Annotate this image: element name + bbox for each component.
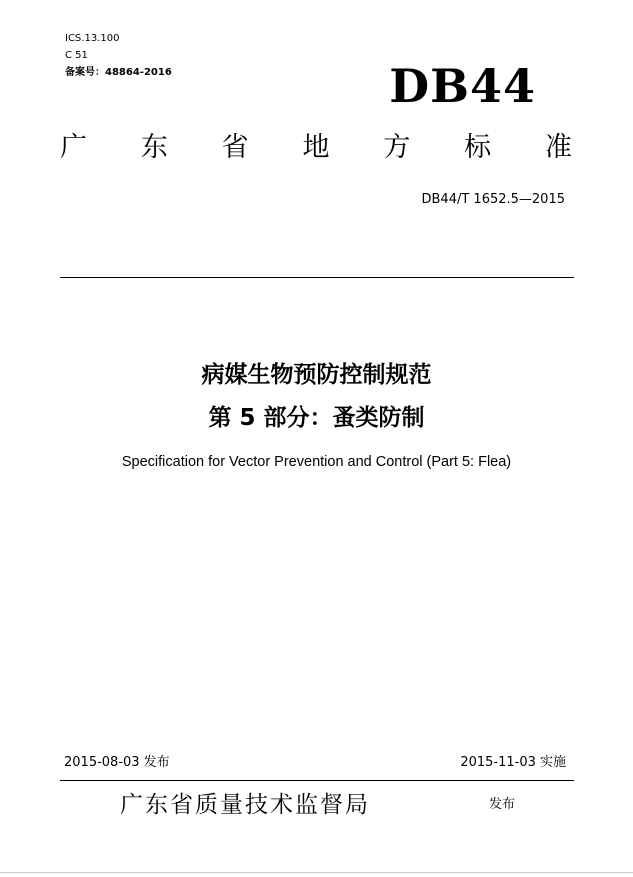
issue-date: 2015-08-03 发布 [64, 755, 170, 770]
provincial-standard-char: 广 [60, 132, 87, 163]
ccs-code: C 51 [65, 50, 88, 61]
provincial-standard-char: 地 [302, 132, 330, 163]
ics-code: ICS.13.100 [65, 33, 120, 44]
bottom-divider [60, 780, 574, 781]
provincial-standard-char: 标 [464, 132, 492, 163]
title-chinese-main: 病媒生物预防控制规范 [201, 362, 432, 388]
provincial-standard-char: 准 [544, 132, 572, 163]
issuing-authority: 广东省质量技术监督局 [120, 792, 370, 818]
top-divider [60, 277, 574, 278]
implementation-date: 2015-11-03 实施 [460, 755, 566, 770]
provincial-standard-char: 省 [221, 132, 249, 163]
page-edge [0, 872, 633, 873]
standard-number: DB44/T 1652.5—2015 [421, 192, 565, 207]
provincial-standard-char: 方 [383, 132, 411, 163]
title-chinese-part: 第 5 部分：蚤类防制 [208, 405, 425, 431]
publish-label: 发布 [489, 797, 516, 812]
provincial-standard-heading [60, 130, 572, 166]
standard-mark: DB44 [389, 59, 536, 113]
title-english: Specification for Vector Prevention and Control (Part 5: Flea) [121, 454, 512, 470]
record-number: 备案号：48864-2016 [65, 67, 172, 78]
provincial-standard-char: 东 [140, 132, 168, 163]
